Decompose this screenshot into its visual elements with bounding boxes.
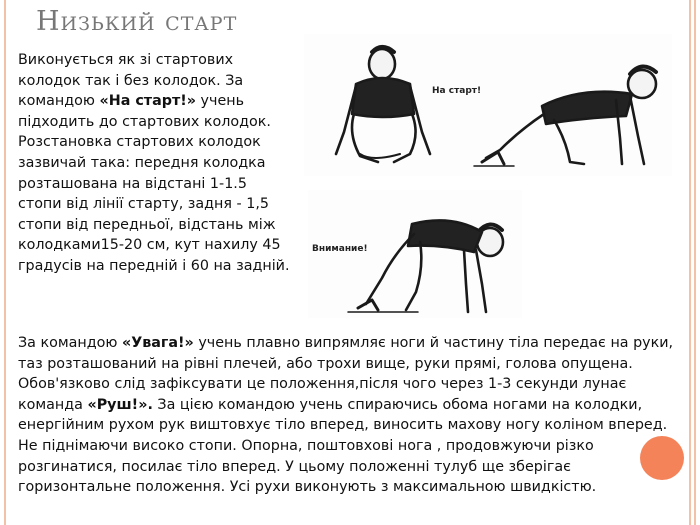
slide-title: Низький старт — [36, 6, 238, 37]
caption-set: Внимание! — [312, 244, 368, 254]
command-go: «Руш!». — [87, 396, 153, 413]
figure-set — [308, 190, 522, 318]
decorative-orange-circle — [640, 436, 684, 480]
illustration-runner-set-position — [308, 190, 522, 318]
para2-text-1: За командою — [18, 335, 122, 351]
frame-stripe-right-inner — [694, 0, 696, 525]
paragraph-set-and-go — [18, 333, 680, 498]
paragraph-start-description — [18, 50, 293, 277]
para1-text-1: Виконується як зі стартових колодок так і без колодок. За командою — [18, 52, 244, 110]
command-on-your-marks: «На старт!» — [99, 93, 197, 110]
command-set: «Увага!» — [121, 335, 194, 351]
para2-text-3: За цією командою учень спираючись обома ногами на колодки, енергійним рухом рук виштовхує тіло вперед, виносить махову ногу коліном вперед. Не піднімаючи високо стопи. Опорна, поштовхові нога , продовжуючи різко розгинатися, посилає тіло вперед. У цьому положенні тулуб ще зберігає горизонтальне положення. Усі рухи виконують з максимальною швидкістю. — [18, 396, 668, 496]
caption-on-your-marks: На старт! — [432, 86, 482, 96]
figure-on-your-marks — [304, 34, 672, 176]
para2-text-2: учень плавно випрямляє ноги й частину тіла передає на руки, таз розташований на рівні плечей, або трохи вище, руки прямі, голова опущена. Обов'язково слід зафіксувати це положення,після чого через 1-3 секунди лунає команда — [18, 335, 674, 413]
illustration-runners-on-your-marks — [304, 34, 672, 176]
frame-stripe-right-outer — [689, 0, 691, 525]
para1-text-2: учень підходить до стартових колодок. Розстановка стартових колодок зазвичай така: передня колодка розташована на відстані 1-1.5 стопи від лінії старту, задня - 1,5 стопи від передньої, відстань між колодками15-20 см, кут нахилу 45 градусів на передній і 60 на задній. — [18, 93, 290, 274]
frame-stripe-left — [4, 0, 6, 525]
